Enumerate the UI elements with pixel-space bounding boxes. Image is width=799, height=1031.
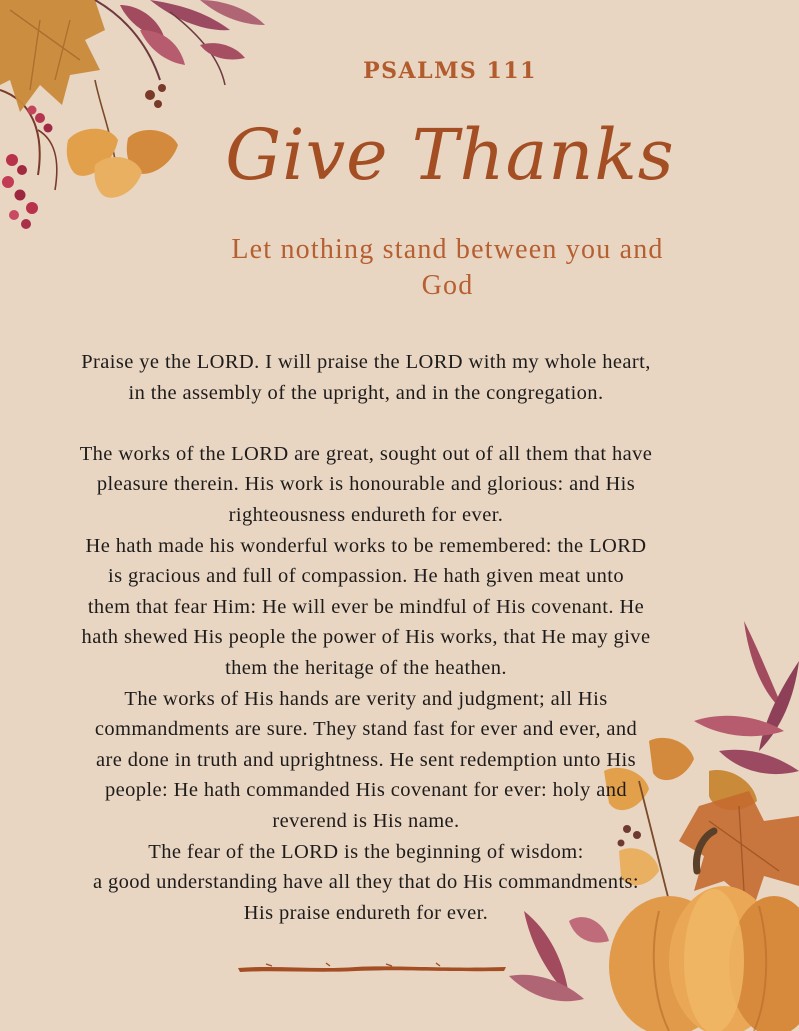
subtitle-line: Let nothing stand between you and — [231, 234, 664, 265]
page-title: Give Thanks — [225, 114, 675, 196]
verse-line: The fear of the LORD is the beginning of wisdom: — [148, 840, 584, 863]
brush-stroke-divider — [236, 958, 508, 978]
verse-line: reverend is His name. — [272, 809, 460, 832]
verse-line: them that fear Him: He will ever be mindful of His covenant. He — [87, 595, 645, 618]
verse-line: He hath made his wonderful works to be remembered: the LORD — [85, 534, 647, 557]
verse-line: a good understanding have all they that do His commandments: — [92, 871, 640, 894]
verse-line: The works of His hands are verity and judgment; all His — [124, 687, 608, 710]
berry-branch — [0, 90, 57, 229]
verse-line: righteousness endureth for ever. — [228, 503, 504, 526]
paragraph-gap — [40, 408, 692, 439]
subtitle — [210, 232, 685, 304]
psalm-reference: PSALMS 111 — [363, 58, 537, 84]
verse-line: is gracious and full of compassion. He hath given meat unto — [107, 565, 625, 588]
willow-leaves — [95, 0, 265, 85]
psalm-text — [40, 347, 692, 928]
verse-line: people: He hath commanded His covenant for ever: holy and — [104, 779, 628, 802]
verse-line: are done in truth and uprightness. He sent redemption unto His — [95, 748, 637, 771]
maple-leaf — [0, 0, 105, 112]
verse-line: pleasure therein. His work is honourable and glorious: and His — [96, 473, 636, 496]
subtitle-line: God — [421, 270, 474, 301]
verse-line: commandments are sure. They stand fast for ever and ever, and — [94, 718, 638, 741]
ginkgo-leaves — [67, 80, 178, 198]
verse-line: them the heritage of the heathen. — [225, 656, 507, 679]
verse-line: hath shewed His people the power of His works, that He may give — [81, 626, 651, 649]
verse-line: Praise ye the LORD. I will praise the LORD with my whole heart, — [81, 351, 651, 373]
verse-line: The works of the LORD are great, sought out of all them that have — [79, 442, 653, 465]
verse-line: in the assembly of the upright, and in the congregation. — [128, 381, 604, 404]
verse-line: His praise endureth for ever. — [243, 901, 489, 924]
